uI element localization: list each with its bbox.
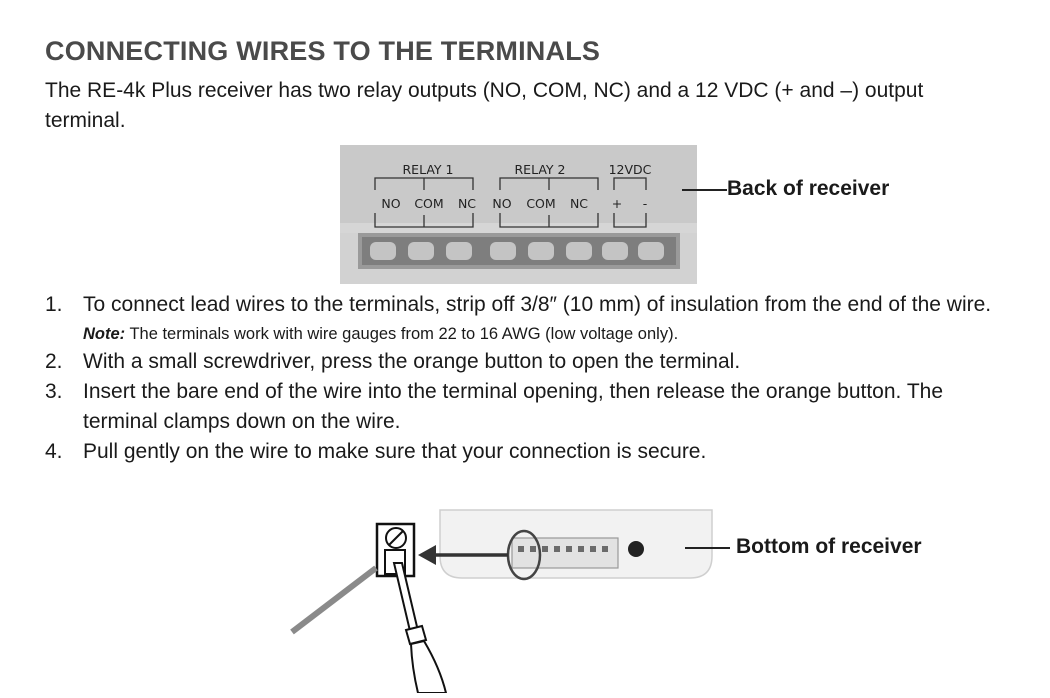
steps-list: [45, 290, 1010, 467]
page-title: CONNECTING WIRES TO THE TERMINALS: [45, 36, 601, 66]
back-callout-line: [682, 189, 727, 191]
list-item: [45, 290, 1010, 320]
terminal-label: COM: [414, 196, 444, 211]
back-of-receiver-photo: [340, 145, 697, 289]
step-number: 4.: [45, 440, 63, 463]
terminal-label: NO: [381, 196, 401, 211]
relay2-label: RELAY 2: [514, 162, 566, 177]
terminal-label: +: [611, 196, 623, 211]
arrow-left-icon: [418, 545, 436, 565]
list-item: [45, 437, 1010, 467]
back-of-receiver-callout: Back of receiver: [727, 177, 890, 200]
step-text: With a small screwdriver, press the orange button to open the terminal.: [83, 350, 741, 373]
relay1-label: RELAY 1: [402, 162, 454, 177]
note-label: Note:: [83, 325, 126, 343]
list-item: [45, 377, 1010, 437]
terminal-label: NO: [492, 196, 512, 211]
terminal-label: COM: [526, 196, 556, 211]
bottom-of-receiver-illustration: [290, 508, 730, 698]
terminal-label: -: [642, 196, 648, 211]
step-number: 3.: [45, 380, 63, 403]
intro-paragraph: The RE-4k Plus receiver has two relay outputs (NO, COM, NC) and a 12 VDC (+ and –) output terminal.: [45, 79, 924, 132]
note: [45, 321, 1010, 347]
step-text: To connect lead wires to the terminals, strip off 3/8″ (10 mm) of insulation from the end of the wire.: [83, 293, 992, 316]
step-number: 2.: [45, 350, 63, 373]
terminal-label: NC: [457, 196, 477, 211]
step-number: 1.: [45, 293, 63, 316]
step-text: Insert the bare end of the wire into the terminal opening, then release the orange button. The terminal clamps down on the wire.: [83, 380, 944, 433]
step-text: Pull gently on the wire to make sure that your connection is secure.: [83, 440, 707, 463]
list-item: [45, 347, 1010, 377]
terminal-label: NC: [569, 196, 589, 211]
bottom-callout-line: [685, 547, 730, 549]
bottom-of-receiver-callout: Bottom of receiver: [736, 535, 922, 558]
vdc-label: 12VDC: [608, 162, 652, 177]
note-text: The terminals work with wire gauges from 22 to 16 AWG (low voltage only).: [125, 325, 679, 343]
